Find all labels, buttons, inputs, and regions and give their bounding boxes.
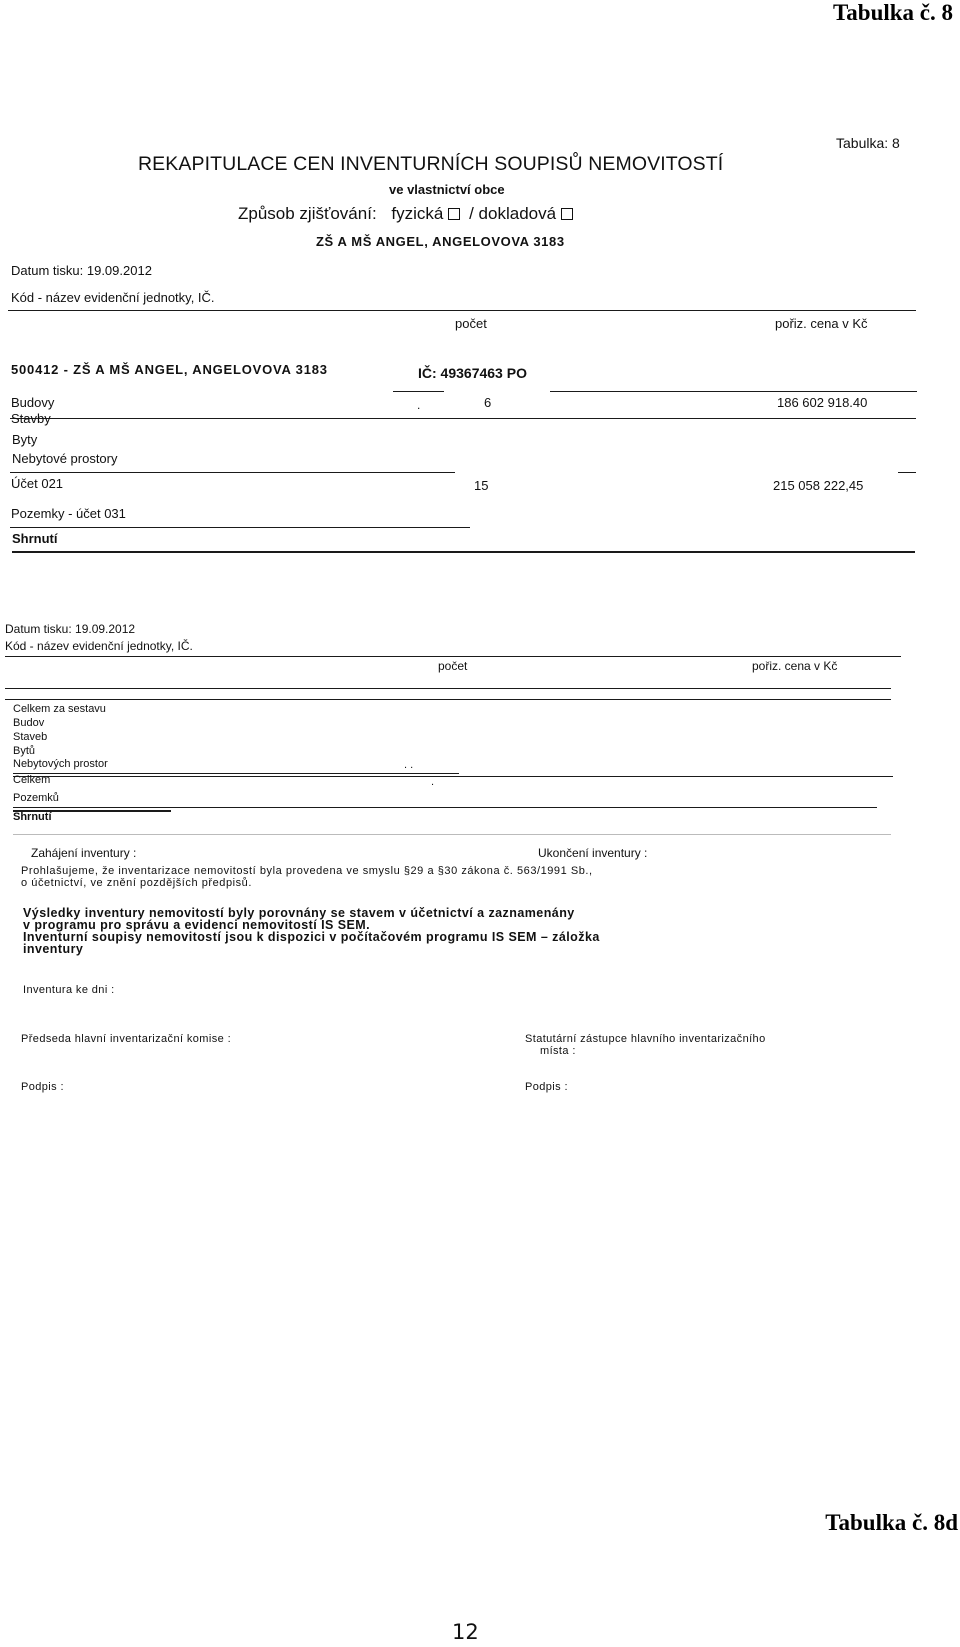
statutory-rep-label-2: místa : xyxy=(540,1045,576,1057)
method-physical: fyzická xyxy=(391,204,444,223)
row-rule xyxy=(13,773,459,774)
page-header-label: Tabulka č. 8 xyxy=(833,0,953,25)
col-count-header: počet xyxy=(438,659,468,673)
statutory-rep-label-1: Statutární zástupce hlavního inventarizačního xyxy=(525,1033,766,1045)
inventory-date-label: Inventura ke dni : xyxy=(23,984,115,996)
declaration-line-1: Prohlašujeme, že inventarizace nemovitostí byla provedena ve smyslu §29 a §30 zákona č. 563/1991 Sb., xyxy=(21,865,593,877)
row-flats: Byty xyxy=(12,432,38,447)
inventory-start-label: Zahájení inventury : xyxy=(31,846,137,860)
row-account-021-count-cut: 15 xyxy=(474,478,489,493)
row-total: Celkem xyxy=(13,774,51,786)
row-land: Pozemků xyxy=(13,792,59,804)
method-line xyxy=(238,204,573,224)
row-buildings: Budov xyxy=(13,717,45,729)
row-total-for-report: Celkem za sestavu xyxy=(13,703,106,715)
unit-code-label: Kód - název evidenční jednotky, IČ. xyxy=(11,290,215,305)
row-rule xyxy=(898,472,916,473)
row-structures: Staveb xyxy=(13,731,48,743)
page-footer-label: Tabulka č. 8d xyxy=(825,1510,958,1535)
row-summary: Shrnutí xyxy=(12,531,58,546)
row-structures: Stavby xyxy=(11,411,51,426)
inventory-end-label: Ukončení inventury : xyxy=(538,846,648,860)
row-rule xyxy=(10,527,470,528)
results-line-2: v programu pro správu a evidenci nemovitostí IS SEM. xyxy=(23,918,371,932)
col-price-header: pořiz. cena v Kč xyxy=(752,659,838,673)
physical-checkbox-icon xyxy=(448,208,460,220)
header-rule xyxy=(5,656,901,657)
header-rule xyxy=(8,310,916,311)
col-count-header: počet xyxy=(455,316,487,331)
method-documentary: / dokladová xyxy=(469,204,557,223)
row-land: Pozemky - účet 031 xyxy=(11,506,126,521)
row-nonresidential: Nebytových prostor xyxy=(13,758,108,770)
print-date: Datum tisku: 19.09.2012 xyxy=(11,263,152,278)
document-subtitle: ve vlastnictví obce xyxy=(389,182,505,197)
col-price-header: pořiz. cena v Kč xyxy=(775,316,868,331)
documentary-checkbox-icon xyxy=(561,208,573,220)
row-summary: Shrnutí xyxy=(13,811,52,823)
company-id: IČ: 49367463 PO xyxy=(418,365,527,381)
section-rule xyxy=(13,834,891,835)
header-rule xyxy=(5,688,891,689)
document-title: REKAPITULACE CEN INVENTURNÍCH SOUPISŮ NEMOVITOSTÍ xyxy=(138,153,724,175)
page-number: 12 xyxy=(452,1620,479,1644)
results-line-1: Výsledky inventury nemovitostí byly porovnány se stavem v účetnictví a zaznamenány xyxy=(23,906,575,920)
row-rule-left xyxy=(393,391,444,392)
school-name-cut: ZŠ A MŠ ANGEL, ANGELOVOVA 3183 xyxy=(316,234,565,249)
unit-code-label: Kód - název evidenční jednotky, IČ. xyxy=(5,639,193,653)
row-account-021: Účet 021 xyxy=(11,476,64,491)
bottom-rule xyxy=(12,551,915,553)
results-line-4: inventury xyxy=(23,942,84,956)
header-rule xyxy=(5,699,891,700)
dot-mark: . . xyxy=(404,759,414,771)
unit-row-cut: 500412 - ZŠ A MŠ ANGEL, ANGELOVOVA 3183 xyxy=(11,362,328,377)
print-date: Datum tisku: 19.09.2012 xyxy=(5,622,136,636)
row-flats: Bytů xyxy=(13,745,36,757)
dot-mark: . xyxy=(431,776,435,788)
method-prefix: Způsob zjišťování: xyxy=(238,204,377,223)
row-rule xyxy=(10,418,916,419)
row-account-021-price-cut: 215 058 222,45 xyxy=(773,478,864,493)
row-buildings-count: 6 xyxy=(484,395,492,410)
commission-chair-label: Předseda hlavní inventarizační komise : xyxy=(21,1033,232,1045)
declaration-line-2: o účetnictví, ve znění pozdějších předpisů. xyxy=(21,877,252,889)
signature-left-label: Podpis : xyxy=(21,1081,64,1093)
table-number-label: Tabulka: 8 xyxy=(836,135,900,151)
row-nonresidential: Nebytové prostory xyxy=(12,451,118,466)
dot-mark: . xyxy=(417,398,421,412)
row-rule xyxy=(13,807,877,808)
row-buildings-price: 186 602 918.40 xyxy=(777,395,868,410)
row-rule xyxy=(13,776,893,777)
signature-right-label: Podpis : xyxy=(525,1081,568,1093)
row-rule xyxy=(10,472,455,473)
row-buildings: Budovy xyxy=(11,395,55,410)
row-rule-right xyxy=(550,391,917,392)
results-line-3: Inventurní soupisy nemovitostí jsou k dispozici v počítačovém programu IS SEM – záložka xyxy=(23,930,600,944)
